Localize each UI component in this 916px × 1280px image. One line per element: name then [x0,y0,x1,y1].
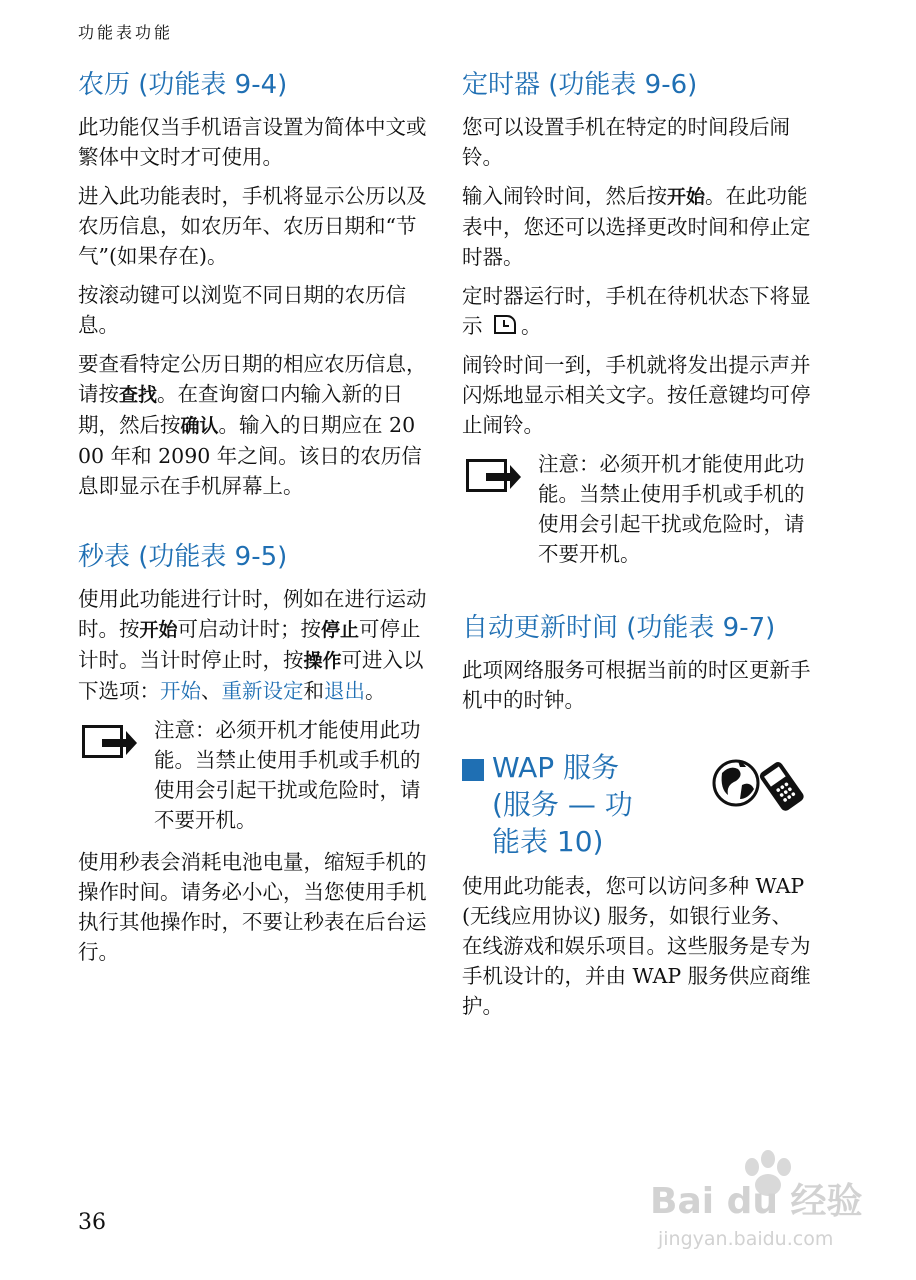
wap-section-heading [462,753,812,863]
find-keyword: 查找 [119,384,158,406]
wap-paragraph: 使用此功能表，您可以访问多种 WAP (无线应用协议) 服务，如银行业务、在线游戏和娱乐项目。这些服务是专为手机设计的，并由 WAP 服务供应商维护。 [462,874,811,1018]
timer-paragraph-3: 定时器运行时，手机在待机状态下将显示 。 [462,284,811,338]
options-keyword: 操作 [303,650,342,672]
page-number: 36 [78,1210,106,1235]
note-icon [466,459,522,493]
timer-paragraph-1: 您可以设置手机在特定的时间段后闹铃。 [462,115,790,169]
section-square-marker [462,759,484,781]
timer-paragraph-4: 闹铃时间一到，手机就将发出提示声并闪烁地显示相关文字。按任意键均可停止闹铃。 [462,353,811,437]
stopwatch-paragraph-1: 使用此功能进行计时，例如在进行运动时。按开始可启动计时；按停止可停止计时。当计时停止时，按操作可进入以下选项：开始、重新设定和退出。 [78,587,427,703]
watermark-url: jingyan.baidu.com [658,1228,834,1250]
auto-time-heading: 自动更新时间 (功能表 9-7) [462,613,776,643]
right-column [462,68,812,1030]
option-start-link[interactable]: 开始 [160,679,201,703]
timer-paragraph-2: 输入闹铃时间，然后按开始。在此功能表中，您还可以选择更改时间和停止定时器。 [462,184,811,269]
watermark-brand: Bai du 经验 [650,1181,863,1222]
note-icon [82,725,138,759]
stop-keyword: 停止 [321,619,360,641]
option-exit-link[interactable]: 退出 [324,679,365,703]
timer-note-text: 注意：必须开机才能使用此功能。当禁止使用手机或手机的使用会引起干扰或危险时，请不要开机。 [538,452,805,566]
timer-note [462,449,812,569]
stopwatch-note [78,715,428,835]
stopwatch-paragraph-2: 使用秒表会消耗电池电量，缩短手机的操作时间。请务必小心，当您使用手机执行其他操作时，不要让秒表在后台运行。 [78,850,427,964]
stopwatch-note-text: 注意：必须开机才能使用此功能。当禁止使用手机或手机的使用会引起干扰或危险时，请不要开机。 [154,718,421,832]
lunar-paragraph-1: 此功能仅当手机语言设置为简体中文或繁体中文时才可使用。 [78,115,427,169]
lunar-paragraph-3: 按滚动键可以浏览不同日期的农历信息。 [78,283,406,337]
globe-phone-icon [710,755,810,811]
timer-icon [492,314,518,336]
auto-time-paragraph: 此项网络服务可根据当前的时区更新手机中的时钟。 [462,658,811,712]
lunar-paragraph-2: 进入此功能表时，手机将显示公历以及农历信息，如农历年、农历日期和“节气”(如果存在)。 [78,184,427,268]
lunar-paragraph-4: 要查看特定公历日期的相应农历信息，请按查找。在查询窗口内输入新的日期，然后按确认。输入的日期应在 2000 年和 2090 年之间。该日的农历信息即显示在手机屏幕上。 [78,352,427,498]
wap-heading: WAP 服务 (服务 — 功 能表 10) [492,751,633,858]
option-reset-link[interactable]: 重新设定 [221,679,304,703]
confirm-keyword: 确认 [180,415,219,437]
left-column [78,68,428,976]
watermark [640,1145,880,1255]
timer-start-keyword: 开始 [667,186,706,208]
timer-heading: 定时器 (功能表 9-6) [462,70,698,100]
stopwatch-heading: 秒表 (功能表 9-5) [78,542,288,572]
lunar-calendar-heading: 农历 (功能表 9-4) [78,70,288,100]
running-header: 功能表功能 [78,23,174,42]
start-keyword: 开始 [139,619,178,641]
